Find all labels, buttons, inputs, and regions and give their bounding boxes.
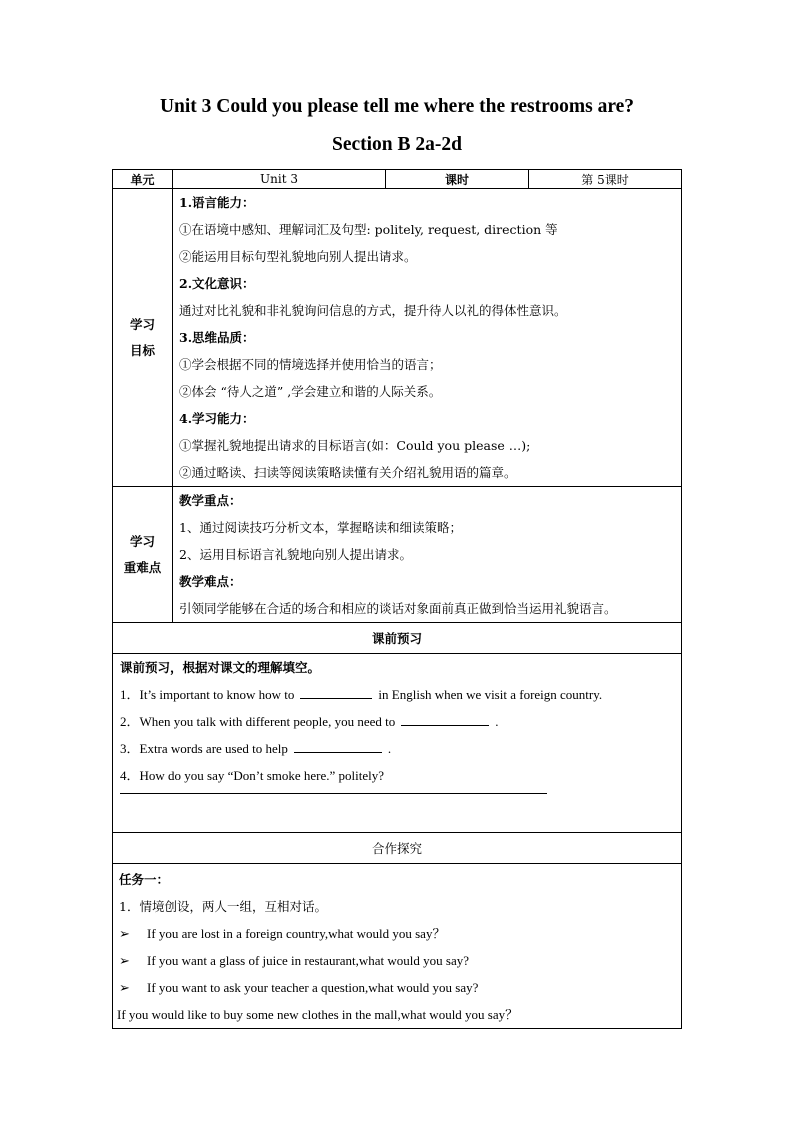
answer-blank-3[interactable] xyxy=(294,739,382,753)
task-title: 任务一： xyxy=(119,872,170,887)
unit-value: Unit 3 xyxy=(173,170,386,189)
keypoints-line: 引领同学能够在合适的场合和相应的谈话对象面前真正做到恰当运用礼貌语言。 xyxy=(179,601,617,616)
preview-question-4: 4．How do you say “Don’t smoke here.” politely? xyxy=(120,768,385,783)
period-value: 第 5课时 xyxy=(529,170,682,189)
goals-line: 通过对比礼貌和非礼貌询问信息的方式，提升待人以礼的得体性意识。 xyxy=(179,303,567,318)
keypoints-label-line2: 重难点 xyxy=(123,559,162,575)
goals-line: 1.语言能力： xyxy=(179,195,255,210)
keypoints-row xyxy=(113,487,682,623)
preview-row xyxy=(113,654,682,833)
keypoints-label-line1: 学习 xyxy=(129,533,155,549)
period-label: 课时 xyxy=(386,170,529,189)
keypoints-line: 教学难点： xyxy=(179,574,242,589)
question-1-text-end: in English when we visit a foreign country. xyxy=(378,687,603,702)
list-item xyxy=(119,947,677,974)
document-title: Unit 3 Could you please tell me where the restrooms are? xyxy=(159,96,635,117)
header-row xyxy=(113,170,682,189)
preview-question-2: 2．When you talk with different people, you need to . xyxy=(120,714,499,729)
keypoints-line: 教学重点： xyxy=(179,493,242,508)
answer-blank-1[interactable] xyxy=(300,685,372,699)
last-question: If you would like to buy some new clothes in the mall,what would you say？ xyxy=(117,1007,519,1022)
goals-line: ②能运用目标句型礼貌地向别人提出请求。 xyxy=(179,249,417,264)
keypoints-line: 1、通过阅读技巧分析文本，掌握略读和细读策略； xyxy=(179,520,462,535)
preview-content xyxy=(113,654,682,833)
list-item xyxy=(119,920,677,947)
coop-content xyxy=(113,864,682,1029)
arrow-bullet-icon: ➢ xyxy=(119,926,130,941)
goals-line: ①学会根据不同的情境选择并使用恰当的语言； xyxy=(179,357,442,372)
goals-line: ①在语境中感知、理解词汇及句型: politely, request, direction 等 xyxy=(179,222,558,237)
preview-heading-row xyxy=(113,623,682,654)
preview-instruction: 课前预习，根据对课文的理解填空。 xyxy=(120,660,321,675)
answer-blank-2[interactable] xyxy=(401,712,489,726)
answer-line-4[interactable] xyxy=(120,793,547,794)
arrow-bullet-icon: ➢ xyxy=(119,953,130,968)
keypoints-line: 2、运用目标语言礼貌地向别人提出请求。 xyxy=(179,547,412,562)
keypoints-content xyxy=(173,487,682,623)
goals-content xyxy=(173,189,682,487)
coop-heading: 合作探究 xyxy=(113,833,682,864)
list-item-text: If you are lost in a foreign country,what would you say？ xyxy=(147,926,446,941)
task-step: 1．情境创设，两人一组，互相对话。 xyxy=(119,899,327,914)
goals-label-line2: 目标 xyxy=(129,342,155,358)
question-2-text: 2．When you talk with different people, you need to xyxy=(120,714,396,729)
coop-heading-row xyxy=(113,833,682,864)
list-item-text: If you want to ask your teacher a question,what would you say? xyxy=(147,980,479,995)
goals-line: ②体会 “待人之道” ,学会建立和谐的人际关系。 xyxy=(179,384,442,399)
lesson-plan-table xyxy=(112,169,682,1029)
question-1-text: 1．It’s important to know how to xyxy=(120,687,295,702)
document-subtitle: Section B 2a-2d xyxy=(331,134,462,155)
unit-label: 单元 xyxy=(113,170,173,189)
preview-question-3: 3．Extra words are used to help . xyxy=(120,741,392,756)
list-item-text: If you want a glass of juice in restaurant,what would you say? xyxy=(147,953,470,968)
goals-label-line1: 学习 xyxy=(129,316,155,332)
question-3-text: 3．Extra words are used to help xyxy=(120,741,288,756)
goals-line: ①掌握礼貌地提出请求的目标语言(如：Could you please …); xyxy=(179,438,531,453)
goals-line: 2.文化意识： xyxy=(179,276,255,291)
goals-row xyxy=(113,189,682,487)
list-item xyxy=(119,974,677,1001)
goals-label xyxy=(113,189,173,487)
preview-heading: 课前预习 xyxy=(113,623,682,654)
goals-line: 4.学习能力： xyxy=(179,411,255,426)
goals-line: ②通过略读、扫读等阅读策略读懂有关介绍礼貌用语的篇章。 xyxy=(179,465,517,480)
goals-line: 3.思维品质： xyxy=(179,330,255,345)
preview-question-1 xyxy=(120,681,677,708)
coop-row xyxy=(113,864,682,1029)
arrow-bullet-icon: ➢ xyxy=(119,980,130,995)
keypoints-label xyxy=(113,487,173,623)
